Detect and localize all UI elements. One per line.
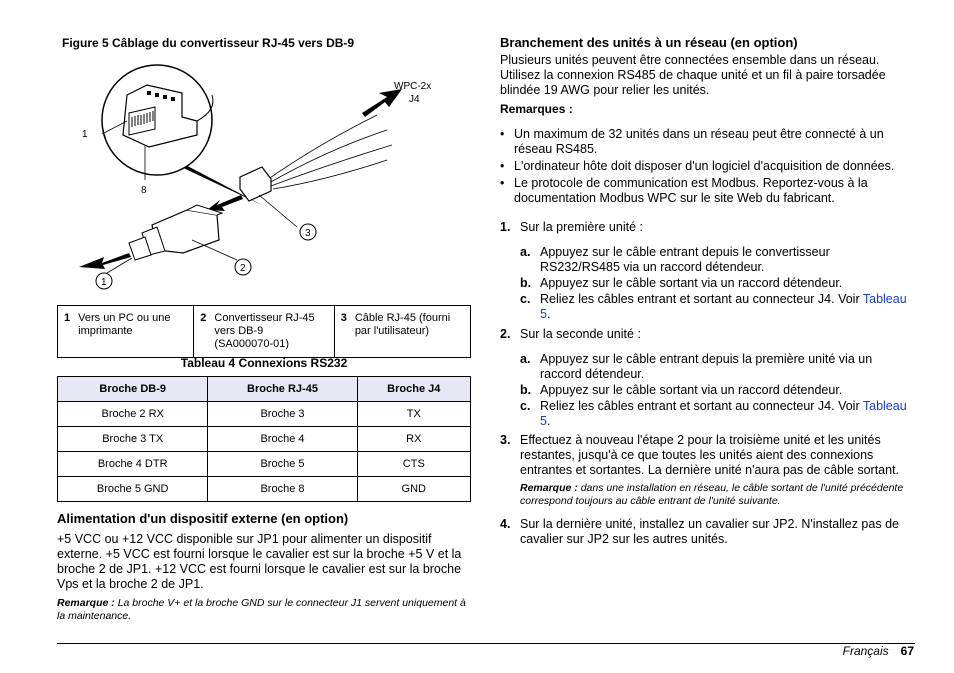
table-row [58,452,471,477]
substep-letter: b. [520,276,532,290]
substep-text: Reliez les câbles entrant et sortant au connecteur J4. Voir [540,399,863,413]
substep-text: Appuyez sur le câble sortant via un raccord détendeur. [540,276,843,290]
table-row [58,402,471,427]
table-header: Broche DB-9 [58,377,208,402]
substep-text: Reliez les câbles entrant et sortant au connecteur J4. Voir [540,292,863,306]
section-heading: Branchement des unités à un réseau (en option) [500,35,798,50]
step-number: 2. [500,327,511,341]
table-cell: Broche 2 RX [58,402,208,427]
network-section [500,35,912,547]
substep-end: . [546,307,551,321]
note-label: Remarque : [520,482,578,494]
substep-letter: a. [520,245,531,259]
list-item: • Un maximum de 32 unités dans un réseau peut être connecté à un réseau RS485. [500,127,912,157]
substep-letter: c. [520,292,531,306]
section-heading: Alimentation d'un dispositif externe (en option) [57,511,349,526]
footer-rule [57,643,915,644]
pin1-label: 1 [82,129,88,140]
substep-text: Appuyez sur le câble entrant depuis la première unité via un raccord détendeur. [540,352,873,381]
step-2 [500,327,912,342]
step-text: Sur la dernière unité, installez un cavalier sur JP2. N'installez pas de cavalier sur JP2 sur les autres unités. [520,517,899,546]
j4-label: J4 [409,94,420,105]
substep [520,245,912,275]
step-1 [500,220,912,235]
substep [520,383,912,398]
table-cell: GND [357,477,470,502]
remarks-label: Remarques : [500,102,573,116]
table-header: Broche J4 [357,377,470,402]
table-title: Tableau 4 Connexions RS232 [180,356,348,370]
table-cell: Broche 3 [208,402,357,427]
step-4 [500,517,912,547]
legend-text: Convertisseur RJ-45 vers DB-9 (SA000070-01) [214,312,315,350]
substep [520,276,912,291]
page-number: 67 [900,644,914,658]
figure-title: Figure 5 Câblage du convertisseur RJ-45 vers DB-9 [62,36,355,50]
substep-end: . [546,414,551,428]
list-item: • L'ordinateur hôte doit disposer d'un logiciel d'acquisition de données. [500,159,912,174]
table-row [58,477,471,502]
substep-text: Appuyez sur le câble entrant depuis le convertisseur RS232/RS485 via un raccord détendeur. [540,245,830,274]
callout-1: 1 [101,277,107,288]
legend-text: Câble RJ-45 (fourni par l'utilisateur) [354,312,451,337]
list-item: • Le protocole de communication est Modbus. Reportez-vous à la documentation Modbus WPC sur le site Web du fabricant. [500,176,912,206]
note [57,597,467,623]
substep-letter: b. [520,383,532,397]
step-text: Sur la seconde unité : [520,327,641,341]
cable-diagram [57,55,471,300]
substep [520,352,912,382]
wpc-label: WPC-2x [394,81,432,92]
legend-num: 1 [64,312,71,324]
step-number: 4. [500,517,511,531]
step-text: Effectuez à nouveau l'étape 2 pour la troisième unité et les unités restantes, jusqu'à ce que toutes les unités aient des connexions entrantes et sortantes. La dernière unité n'aura pas de câble sortant. [520,433,900,477]
table-cell: Broche 4 DTR [58,452,208,477]
table-cell: Broche 5 GND [58,477,208,502]
legend-num: 2 [200,312,207,324]
table-cell: Broche 5 [208,452,357,477]
table-5-link[interactable]: Tableau 5 [540,292,907,321]
step-1-substeps [500,245,912,322]
step-3-note [500,482,912,508]
note-text: La broche V+ et la broche GND sur le connecteur J1 servent uniquement à la maintenance. [57,597,466,622]
step-2-substeps [500,352,912,429]
remarks-list [500,127,912,206]
step-text: Sur la première unité : [520,220,643,234]
table-cell: Broche 8 [208,477,357,502]
section-body: +5 VCC ou +12 VCC disponible sur JP1 pour alimenter un dispositif externe. +5 VCC est fourni lorsque le cavalier est sur la broche +5 V et la broche 2 de JP1. +12 VCC est fourni lorsque le cavalier est sur la broche Vps et la broche 2 de JP1. [57,532,462,591]
note-label: Remarque : [57,597,115,609]
footer [843,644,914,658]
pin8-label: 8 [141,185,147,196]
callout-2: 2 [240,263,246,274]
table-cell: CTS [357,452,470,477]
table-row [58,427,471,452]
substep-letter: a. [520,352,531,366]
table-cell: RX [357,427,470,452]
note-text: dans une installation en réseau, le câble sortant de l'unité précédente correspond toujours au câble entrant de l'unité suivante. [520,482,904,507]
footer-language: Français [842,644,889,658]
table-cell: Broche 4 [208,427,357,452]
step-number: 3. [500,433,511,447]
step-number: 1. [500,220,511,234]
substep-letter: c. [520,399,531,413]
figure-legend [57,305,471,358]
substep [520,399,912,429]
legend-text: Vers un PC ou une imprimante [78,312,171,337]
table-cell: TX [357,402,470,427]
substep [520,292,912,322]
connections-table [57,376,471,502]
table-5-link[interactable]: Tableau 5 [540,399,907,428]
section-intro: Plusieurs unités peuvent être connectées ensemble dans un réseau. Utilisez la connexion RS485 de chaque unité et un fil à paire torsadée blindée 19 AWG pour relier les unités. [500,53,886,97]
step-3 [500,433,912,478]
table-cell: Broche 3 TX [58,427,208,452]
substep-text: Appuyez sur le câble sortant via un raccord détendeur. [540,383,843,397]
external-power-section [57,511,467,623]
legend-num: 3 [340,312,347,324]
table-header: Broche RJ-45 [208,377,357,402]
callout-3: 3 [305,228,311,239]
